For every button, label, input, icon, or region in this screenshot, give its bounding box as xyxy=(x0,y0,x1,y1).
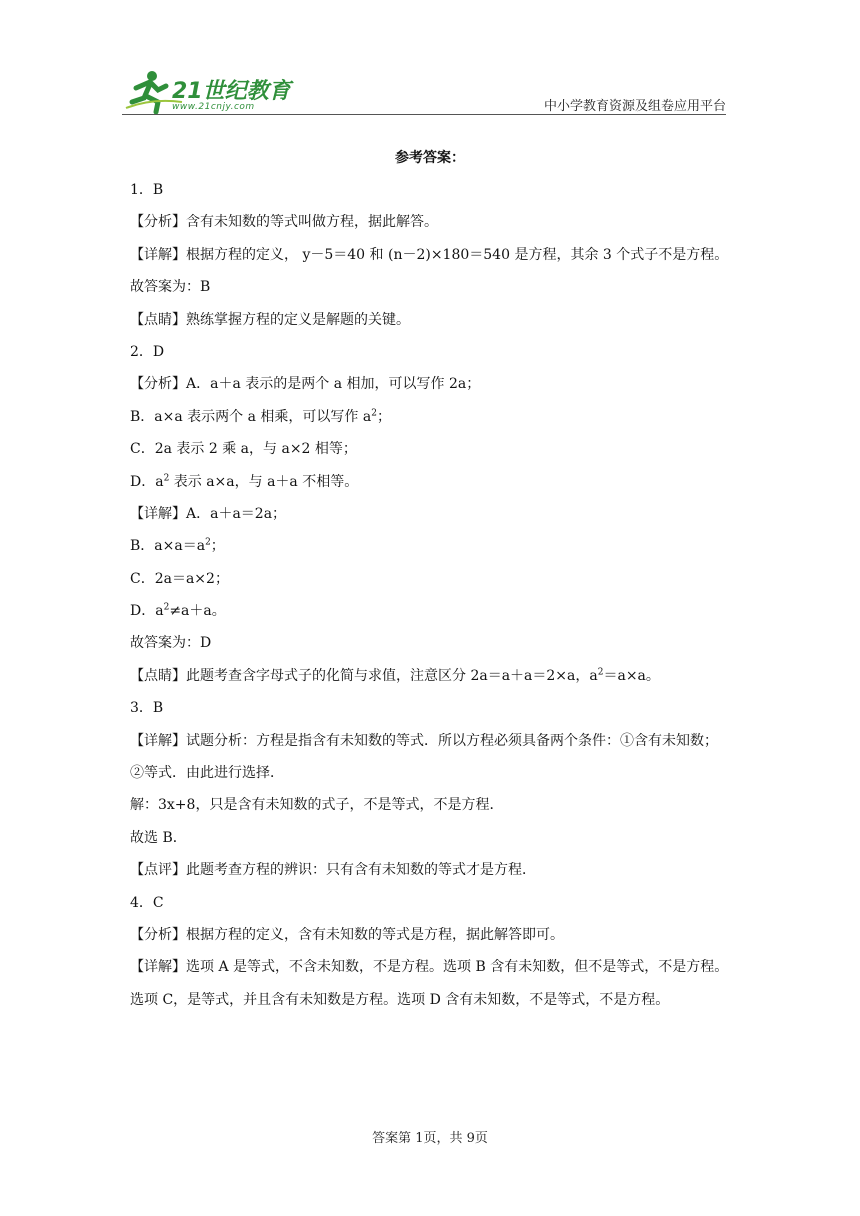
q1-answer: 故答案为：B xyxy=(130,279,211,296)
text-segment: 【点睛】此题考查含字母式子的化简与求值，注意区分 2a＝a＋a＝2×a，a xyxy=(130,667,598,684)
q2-analysis-a: 【分析】A．a＋a 表示的是两个 a 相加，可以写作 2a； xyxy=(130,376,481,393)
q3-solution: 解：3x+8，只是含有未知数的式子，不是等式，不是方程． xyxy=(130,797,504,814)
superscript: 2 xyxy=(371,408,377,419)
header-divider xyxy=(122,114,726,115)
q1-detail: 【详解】根据方程的定义， y－5＝40 和 (n－2)×180＝540 是方程，其余 3 个式子不是方程。 xyxy=(130,246,729,263)
q1-number: 1．B xyxy=(130,182,164,198)
q4-detail: 【详解】选项 A 是等式，不含未知数，不是方程。选项 B 含有未知数，但不是等式，不是方程。选项 C，是等式，并且含有未知数是方程。选项 D 含有未知数，不是等式，不是方程。 xyxy=(130,959,729,1008)
q2-analysis-b xyxy=(130,407,730,427)
superscript: 2 xyxy=(597,667,604,678)
q2-comment xyxy=(130,666,730,686)
q1-comment: 【点睛】熟练掌握方程的定义是解题的关键。 xyxy=(130,311,410,328)
q2-detail-c: C．2a＝a×2； xyxy=(130,570,229,587)
superscript: 2 xyxy=(163,472,170,483)
page-header xyxy=(122,62,726,118)
text-segment: D．a xyxy=(130,473,164,490)
superscript: 2 xyxy=(205,537,211,548)
q2-number: 2．D xyxy=(130,343,165,360)
text-segment: B．a×a＝a xyxy=(130,538,206,555)
page-footer: 答案第 1页，共 9页 xyxy=(372,1131,488,1146)
q4-number: 4．C xyxy=(130,894,164,911)
q2-detail-d xyxy=(130,601,730,621)
text-segment: ； xyxy=(210,538,225,555)
q3-detail: 【详解】试题分析：方程是指含有未知数的等式．所以方程必须具备两个条件：①含有未知数；②等式．由此进行选择． xyxy=(130,732,718,782)
q2-answer: 故答案为：D xyxy=(130,635,212,652)
q3-choice: 故选 B． xyxy=(130,829,187,846)
q2-detail-a: 【详解】A．a＋a＝2a； xyxy=(130,505,287,522)
logo-text: 21世纪教育 xyxy=(172,79,291,104)
text-segment: ＝a×a。 xyxy=(603,667,660,684)
text-segment: D．a xyxy=(130,603,164,620)
page-title: 参考答案： xyxy=(395,150,465,166)
platform-name: 中小学教育资源及组卷应用平台 xyxy=(543,99,726,114)
text-segment: ≠a＋a。 xyxy=(169,603,226,620)
q2-analysis-d xyxy=(130,472,730,492)
text-segment: ； xyxy=(376,408,391,425)
q1-analysis: 【分析】含有未知数的等式叫做方程，据此解答。 xyxy=(130,214,438,231)
text-segment: 表示 a×a，与 a＋a 不相等。 xyxy=(169,473,359,490)
text-segment: B．a×a 表示两个 a 相乘，可以写作 a xyxy=(130,408,372,425)
q2-detail-b xyxy=(130,536,730,556)
answer-content xyxy=(130,148,730,1016)
q4-analysis: 【分析】根据方程的定义，含有未知数的等式是方程，据此解答即可。 xyxy=(130,927,564,944)
q3-number: 3．B xyxy=(130,700,164,717)
q2-analysis-c: C．2a 表示 2 乘 a，与 a×2 相等； xyxy=(130,441,357,458)
q3-comment: 【点评】此题考查方程的辨识：只有含有未知数的等式才是方程． xyxy=(130,862,536,879)
superscript: 2 xyxy=(163,602,170,613)
logo-url: www.21cnjy.com xyxy=(172,102,255,112)
